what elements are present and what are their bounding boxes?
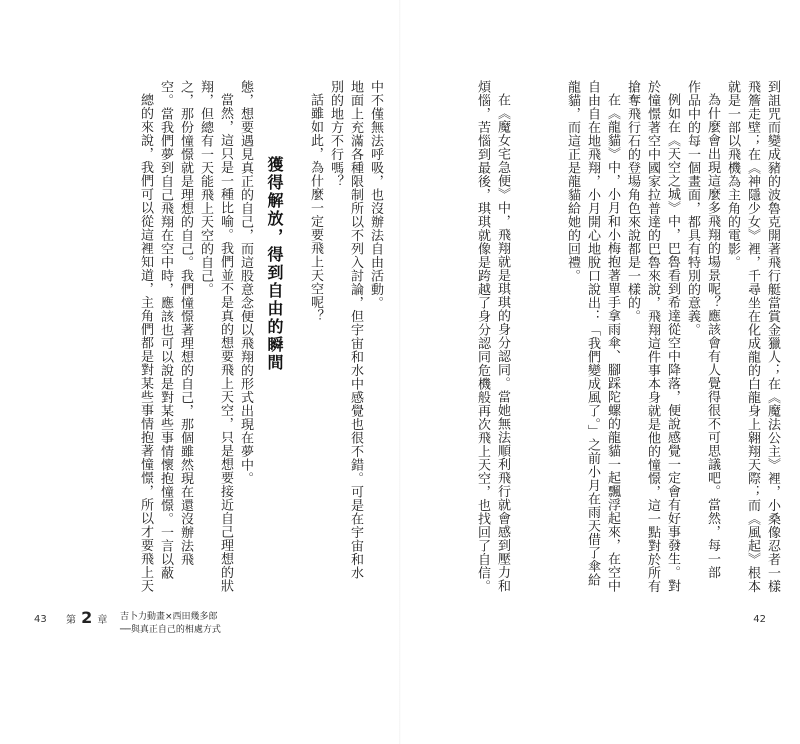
paragraph-line: 中不僅無法呼吸，也沒辦法自由活動。	[368, 80, 383, 310]
page-number: 43	[34, 614, 47, 625]
paragraph-line: 地面上充滿各種限制所以不列入討論，但宇宙和水中感覺也很不錯。可是在宇宙和水	[348, 80, 363, 580]
paragraph-line: 總的來說，我們可以從這裡知道，主角們都是對某些事情抱著憧憬，所以才要飛上天	[138, 93, 153, 593]
right-page	[400, 0, 800, 744]
chapter-label-suffix: 章	[97, 615, 108, 626]
paragraph-line: 在《魔女宅急便》中，飛翔就是琪琪的身分認同。當她無法順利飛行就會感到壓力和	[495, 93, 510, 593]
section-heading: 獲得解放，得到自由的瞬間	[265, 156, 284, 372]
page-number: 42	[753, 614, 766, 625]
paragraph-line: 龍貓，而這正是龍貓給她的回禮。	[565, 80, 580, 283]
paragraph-line: 到詛咒而變成豬的波魯克開著飛行艇當賞金獵人；在《魔法公主》裡，小桑像忍者一樣	[765, 80, 780, 593]
paragraph-line: 在《龍貓》中，小月和小梅抱著單手拿雨傘、腳踩陀螺的龍貓一起飄浮起來，在空中	[605, 93, 620, 593]
paragraph-line: 搶奪飛行石的登場角色來說都是一樣的。	[625, 80, 640, 323]
paragraph-line: 煩惱，苦惱到最後，琪琪就像是跨越了身分認同危機般再次飛上天空，也找回了自信。	[475, 80, 490, 593]
running-head-title: 吉卜力動畫×西田幾多郎	[120, 612, 218, 622]
paragraph-line: 為什麼會出現這麼多飛翔的場景呢？應該會有人覺得很不可思議吧。當然，每一部	[705, 93, 720, 579]
paragraph-line: 作品中的每一個畫面，都具有特別的意義。	[685, 80, 700, 337]
paragraph-line: 話雖如此，為什麼一定要飛上天空呢？	[308, 93, 323, 323]
paragraph-line: 態，想要遇見真正的自己，而這股意念便以飛翔的形式出現在夢中。	[238, 80, 253, 485]
running-head	[66, 608, 366, 635]
chapter-number: 2	[81, 608, 93, 627]
chapter-label-prefix: 第	[66, 615, 76, 626]
running-head-subtitle: ──與真正自己的相處方式	[120, 625, 221, 635]
paragraph-line: 翔，但總有一天能飛上天空的自己。	[198, 80, 213, 296]
paragraph-line: 之，那份憧憬就是理想的自己。我們憧憬著理想的自己，那個雖然現在還沒辦法飛	[178, 80, 193, 566]
paragraph-line: 自由自在地飛翔，小月開心地脫口說出：「我們變成風了。」之前小月在雨天借了傘給	[585, 80, 600, 587]
paragraph-line: 飛簷走壁；在《神隱少女》裡，千尋坐在化成龍的白龍身上翱翔天際；而《風起》根本	[745, 80, 760, 593]
paragraph-line: 別的地方不行嗎？	[328, 80, 343, 188]
paragraph-line: 空。當我們夢到自己飛翔在空中時，應該也可以說是對某些事情懷抱憧憬。一言以蔽	[158, 80, 173, 580]
paragraph-line: 於憧憬著空中國家拉普達的巴魯來說，飛翔這件事本身就是他的憧憬，這一點對於所有	[645, 80, 660, 593]
paragraph-line: 當然，這只是一種比喻。我們並不是真的想要飛上天空，只是想要接近自己理想的狀	[218, 93, 233, 593]
paragraph-line: 例如在《天空之城》中，巴魯看到希達從空中降落，便說感覺一定會有好事發生。對	[665, 93, 680, 593]
paragraph-line: 就是一部以飛機為主角的電影。	[725, 80, 740, 269]
